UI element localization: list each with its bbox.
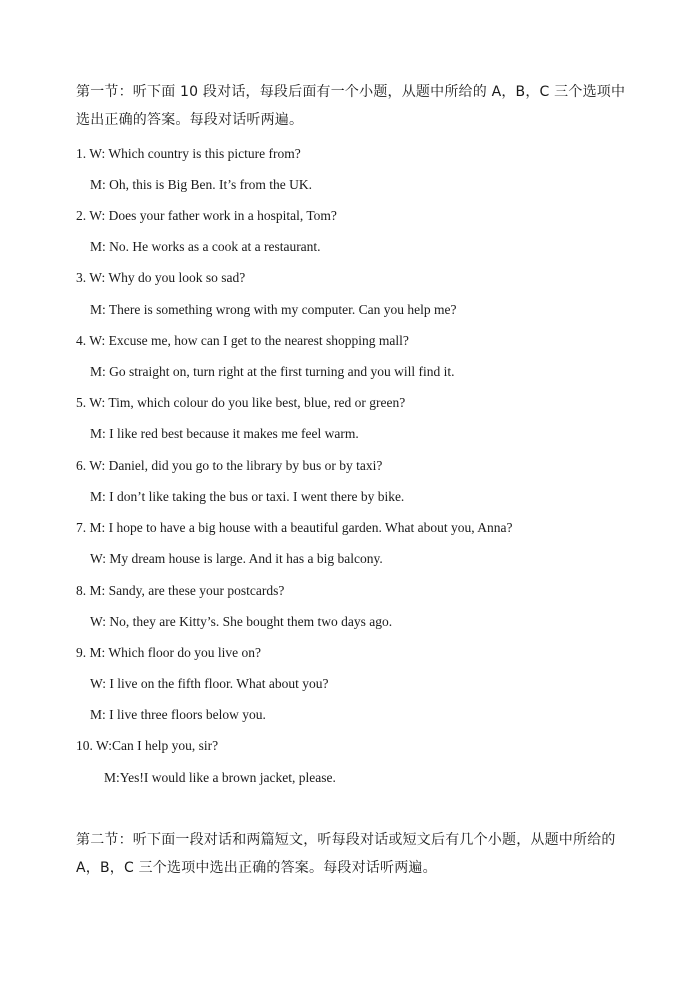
dialogue-4-line-1: 4. W: Excuse me, how can I get to the nearest shopping mall? — [76, 333, 409, 348]
dialogue-9-line-1: 9. M: Which floor do you live on? — [76, 645, 261, 660]
dialogue-6-line-2: M: I don’t like taking the bus or taxi. I went there by bike. — [90, 489, 405, 504]
dialogue-2-line-2: M: No. He works as a cook at a restaurant. — [90, 239, 321, 254]
dialogue-3-line-2: M: There is something wrong with my computer. Can you help me? — [90, 302, 457, 317]
dialogue-1-line-1: 1. W: Which country is this picture from? — [76, 146, 301, 161]
dialogue-7-line-1: 7. M: I hope to have a big house with a beautiful garden. What about you, Anna? — [76, 520, 513, 535]
section-2-heading: 第二节：听下面一段对话和两篇短文，听每段对话或短文后有几个小题，从题中所给的 A，B，C 三个选项中选出正确的答案。每段对话听两遍。 — [76, 832, 616, 876]
dialogue-5-line-1: 5. W: Tim, which colour do you like best, blue, red or green? — [76, 395, 406, 410]
dialogue-6-line-1: 6. W: Daniel, did you go to the library by bus or by taxi? — [76, 458, 383, 473]
section-1-heading: 第一节：听下面 10 段对话，每段后面有一个小题，从题中所给的 A，B，C 三个选项中选出正确的答案。每段对话听两遍。 — [76, 84, 626, 128]
dialogue-10-line-1: 10. W:Can I help you, sir? — [76, 738, 219, 753]
dialogue-10-line-2: M:Yes!I would like a brown jacket, please. — [104, 770, 336, 785]
dialogue-3-line-1: 3. W: Why do you look so sad? — [76, 270, 246, 285]
dialogue-8-line-2: W: No, they are Kitty’s. She bought them two days ago. — [90, 614, 393, 629]
dialogue-9-line-3: M: I live three floors below you. — [90, 707, 266, 722]
dialogue-9-line-2: W: I live on the fifth floor. What about you? — [90, 676, 329, 691]
dialogue-7-line-2: W: My dream house is large. And it has a big balcony. — [90, 551, 383, 566]
dialogue-1-line-2: M: Oh, this is Big Ben. It’s from the UK. — [90, 177, 312, 192]
dialogue-8-line-1: 8. M: Sandy, are these your postcards? — [76, 583, 285, 598]
dialogue-5-line-2: M: I like red best because it makes me feel warm. — [90, 426, 359, 441]
dialogue-4-line-2: M: Go straight on, turn right at the first turning and you will find it. — [90, 364, 455, 379]
dialogue-2-line-1: 2. W: Does your father work in a hospital, Tom? — [76, 208, 337, 223]
